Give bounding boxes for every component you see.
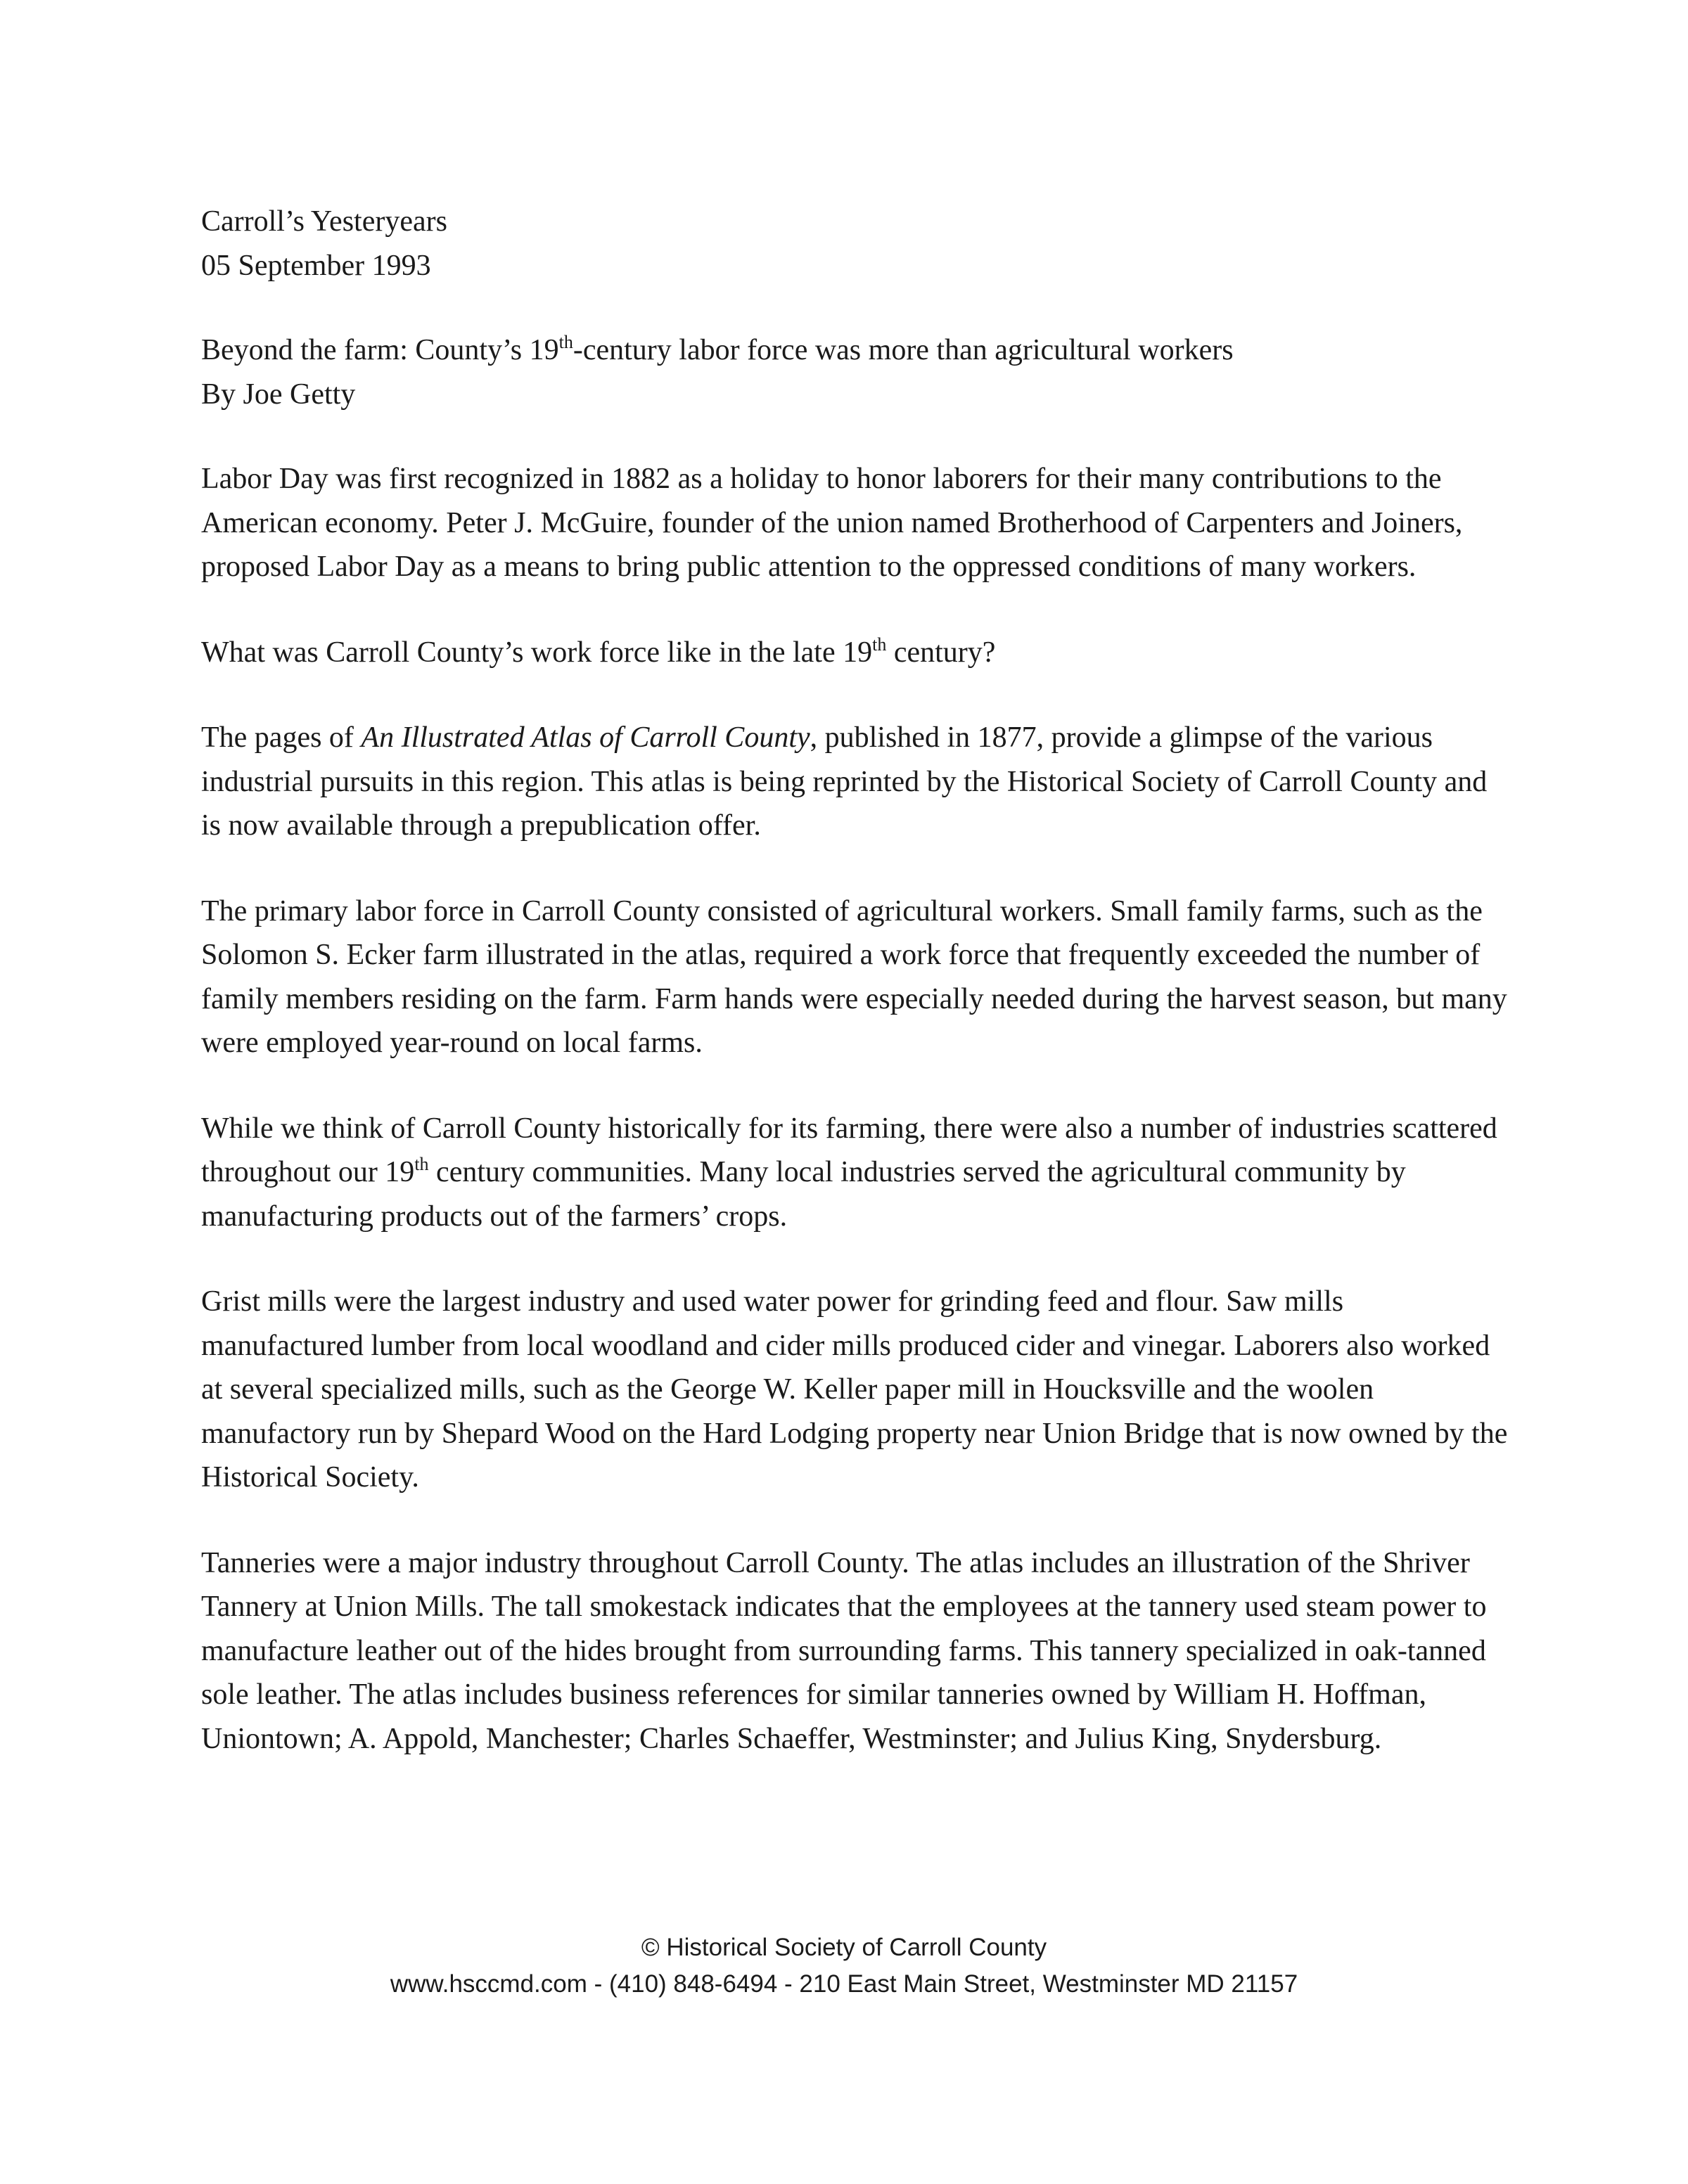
paragraph-industries: While we think of Carroll County historically for its farming, there were also a number of industries scattered throughout our 19th century communities. Many local industries served the agricultural community by manufacturing products out of the farmers’ crops.: [201, 1112, 1497, 1233]
superscript-th: th: [414, 1154, 429, 1174]
byline: By Joe Getty: [201, 378, 356, 411]
column-header: [201, 200, 1509, 288]
page-footer: [0, 1929, 1688, 2003]
atlas-title: An Illustrated Atlas of Carroll County: [361, 721, 810, 754]
article-title: [201, 328, 1509, 373]
column-name: Carroll’s Yesteryears: [201, 205, 447, 238]
paragraph-labor-day: Labor Day was first recognized in 1882 as a holiday to honor laborers for their many contributions to the American economy. Peter J. McGuire, founder of the union named Brotherhood of Carpenters and Joiners, proposed Labor Day as a means to bring public attention to the oppressed conditions of many workers.: [201, 463, 1463, 583]
paragraph-atlas: The pages of An Illustrated Atlas of Carroll County, published in 1877, provide a glimpse of the various industrial pursuits in this region. This atlas is being reprinted by the Historical Society of Carroll County and is now available through a prepublication offer.: [201, 721, 1488, 842]
article-heading: [201, 328, 1509, 416]
title-text-start: Beyond the farm: County’s 19: [201, 334, 559, 366]
publication-date: 05 September 1993: [201, 249, 431, 282]
paragraph-question: What was Carroll County’s work force like in the late 19th century?: [201, 634, 996, 669]
title-superscript: th: [558, 332, 573, 352]
paragraph-tanneries: Tanneries were a major industry throughout Carroll County. The atlas includes an illustration of the Shriver Tannery at Union Mills. The tall smokestack indicates that the employees at the tannery used steam power to manufacture leather out of the hides brought from surrounding farms. This tannery specialized in oak-tanned sole leather. The atlas includes business references for similar tanneries owned by William H. Hoffman, Uniontown; A. Appold, Manchester; Charles Schaeffer, Westminster; and Julius King, Snydersburg.: [201, 1546, 1487, 1755]
paragraph-agricultural-workers: The primary labor force in Carroll County consisted of agricultural workers. Small family farms, such as the Solomon S. Ecker farm illustrated in the atlas, required a work force that frequently exceeded the number of family members residing on the farm. Farm hands were especially needed during the harvest season, but many were employed year-round on local farms.: [201, 894, 1507, 1059]
title-text-end: -century labor force was more than agricultural workers: [573, 334, 1234, 366]
footer-copyright: © Historical Society of Carroll County: [641, 1934, 1047, 1961]
paragraph-mills: Grist mills were the largest industry and used water power for grinding feed and flour. Saw mills manufactured lumber from local woodland and cider mills produced cider and vinegar. Laborers also worked at several specialized mills, such as the George W. Keller paper mill in Houcksville and the woolen manufactory run by Shepard Wood on the Hard Lodging property near Union Bridge that is now owned by the Historical Society.: [201, 1285, 1508, 1494]
footer-contact: www.hsccmd.com - (410) 848-6494 - 210 East Main Street, Westminster MD 21157: [390, 1970, 1298, 1998]
superscript-th: th: [872, 634, 887, 655]
article-page: [201, 200, 1509, 1802]
